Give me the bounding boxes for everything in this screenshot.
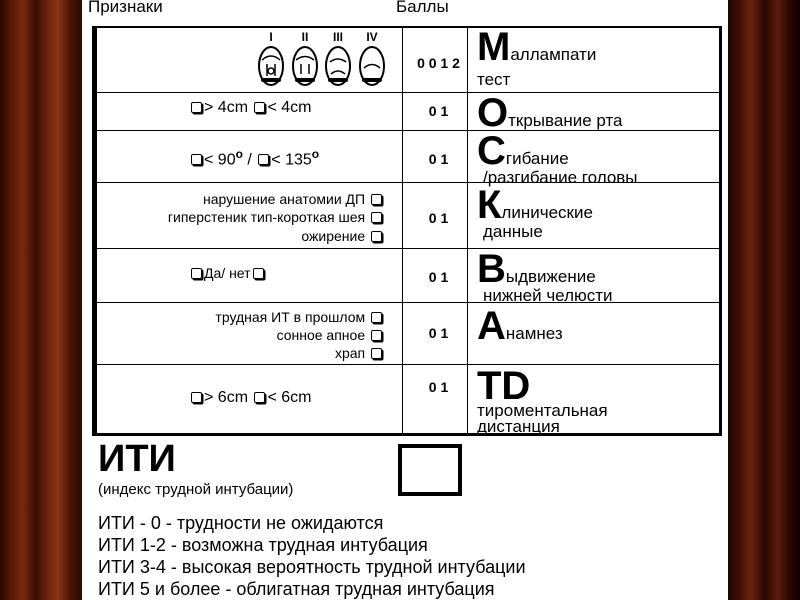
mallampati-class-label: III [332,30,344,44]
history-criterion [477,304,715,348]
mouth-label: ткрывание рта [508,111,623,130]
document-page [82,0,728,600]
iti-legend-line: ИТИ 5 и более - облигатная трудная интубация [98,579,495,599]
iti-legend-line: ИТИ - 0 - трудности не ожидаются [98,513,384,533]
clinical-criterion [477,183,715,241]
td-option-1: > 6cm [204,389,249,406]
mallampati-illustration-icon [252,28,392,90]
jaw-label: ыдвижение [505,267,596,286]
td-score: 0 1 [428,379,449,395]
neck-score: 0 1 [428,151,449,167]
iti-result-box[interactable] [398,444,462,496]
td-sublabel-2: дистанция [477,417,560,436]
clinical-label: линические [501,203,593,222]
curtain-right [726,0,800,600]
history-item: храп [335,345,384,361]
clinical-item: ожирение [301,228,384,244]
mallampati-class-label: I [269,30,273,44]
jaw-option-1: Да/ [204,265,226,281]
table-row-mallampati [97,25,719,92]
mouth-option-2: < 4cm [267,99,312,116]
checkbox[interactable] [254,102,265,113]
neck-letter: С [477,129,506,173]
header-signs: Признаки [88,0,163,16]
iti-legend-line: ИТИ 3-4 - высокая вероятность трудной интубации [98,557,526,577]
iti-legend-line: ИТИ 1-2 - возможна трудная интубация [98,535,428,555]
mallampati-label: аллампати [510,45,597,64]
jaw-score: 0 1 [428,269,449,285]
clinical-score: 0 1 [428,210,449,226]
neck-signs [97,131,402,182]
degree-icon: o [311,147,320,161]
checkbox[interactable] [191,154,202,165]
header-scores: Баллы [396,0,449,16]
neck-criterion [477,129,715,187]
clinical-signs [97,183,402,248]
checkbox[interactable] [371,312,382,323]
clinical-letter: К [477,183,502,227]
history-signs [97,303,402,364]
table-row-mouth [97,91,719,135]
neck-label: гибание [505,149,569,168]
checkbox[interactable] [254,392,265,403]
iti-title: ИТИ [98,438,176,480]
td-letter: TD [477,364,531,408]
neck-option-1: < 90 [204,151,236,169]
table-row-clinical [97,182,719,248]
checkbox[interactable] [191,102,202,113]
degree-icon: o [235,147,243,161]
checkbox[interactable] [258,154,269,165]
checkbox[interactable] [371,330,382,341]
mouth-criterion [477,91,715,135]
mouth-option-1: > 4cm [204,99,249,116]
jaw-signs [97,249,402,302]
table-row-neck [97,129,719,187]
table-row-jaw [97,247,719,305]
checkbox[interactable] [371,212,382,223]
neck-separator: / [247,151,252,169]
curtain-left [0,0,88,600]
td-option-2: < 6cm [267,389,312,406]
checkbox[interactable] [253,268,264,279]
mallampati-class-label: IV [366,30,378,44]
mouth-score: 0 1 [428,103,449,119]
history-item: трудная ИТ в прошлом [215,309,384,325]
checkbox[interactable] [371,231,382,242]
neck-sublabel: /разгибание головы [483,168,638,187]
checkbox[interactable] [371,194,382,205]
mallampati-criterion [477,25,715,89]
td-sublabel-1: тироментальная [477,401,608,420]
jaw-letter: В [477,247,506,291]
td-signs [97,365,402,433]
clinical-item: нарушение анатомии ДП [203,191,384,207]
checkbox[interactable] [371,348,382,359]
history-item: сонное апное [277,327,384,343]
clinical-sublabel: данные [483,222,543,241]
jaw-option-2: нет [229,265,251,281]
mallampati-sublabel: тест [477,70,511,89]
jaw-sublabel: нижней челюсти [483,286,613,305]
table-row-history [97,302,719,364]
history-letter: А [477,304,506,348]
iti-subtitle: (индекс трудной интубации) [98,481,294,498]
clinical-item: гиперстеник тип-короткая шея [168,209,384,225]
history-label: намнез [505,324,563,343]
score-table [92,26,722,436]
neck-option-2: < 135 [271,151,312,169]
checkbox[interactable] [191,268,202,279]
mouth-signs [97,93,402,130]
mallampati-signs [97,28,402,92]
td-criterion [477,364,715,436]
mouth-letter: О [477,91,509,135]
history-score: 0 1 [428,325,449,341]
jaw-criterion [477,247,715,305]
checkbox[interactable] [191,392,202,403]
mallampati-letter: М [477,25,511,69]
mallampati-class-label: II [301,30,309,44]
table-row-td [97,364,719,436]
mallampati-score: 0 0 1 2 [417,55,460,71]
